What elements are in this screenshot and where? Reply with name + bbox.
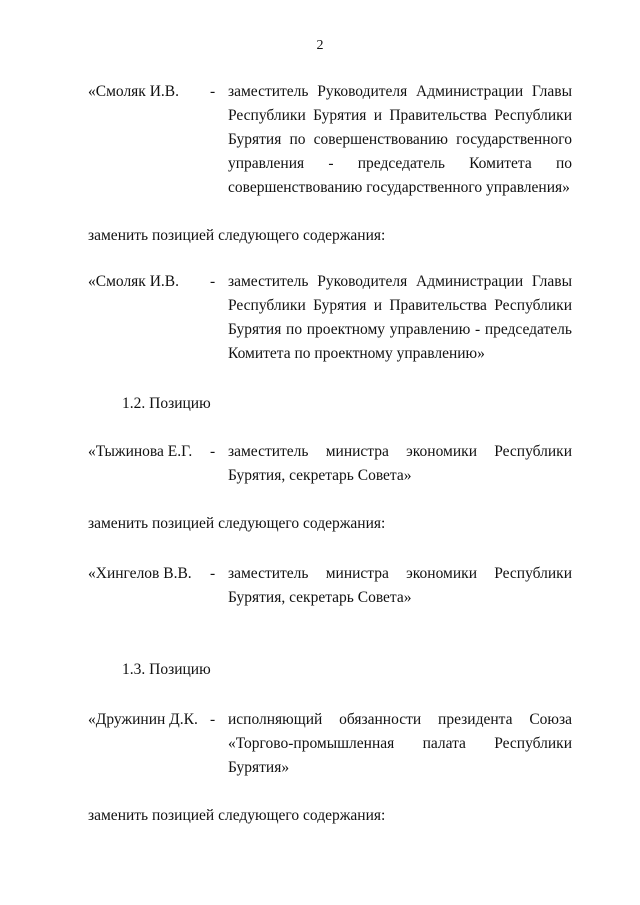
replace-instruction: заменить позицией следующего содержания: — [88, 227, 386, 244]
entry-name: «Дружинин Д.К. — [88, 711, 198, 728]
entry-name: «Тыжинова Е.Г. — [88, 443, 193, 460]
replace-instruction: заменить позицией следующего содержания: — [88, 807, 386, 824]
entry-description: заместитель министра экономики Республики Бурятия, секретарь Совета» — [228, 443, 572, 484]
section-heading-1-2: 1.2. Позицию — [122, 395, 211, 412]
entry-dash: - — [210, 565, 216, 582]
entry-dash: - — [210, 711, 216, 728]
page-number: 2 — [316, 38, 324, 53]
entry-dash: - — [210, 83, 216, 100]
position-entry-druzhinin — [88, 708, 572, 780]
entry-description: заместитель Руководителя Администрации Главы Республики Бурятия и Правительства Республики Бурятия по проектному управлению - председатель Комитета по проектному управлению» — [228, 273, 572, 362]
entry-name: «Смоляк И.В. — [88, 83, 179, 100]
entry-dash: - — [210, 273, 216, 290]
position-entry-khingelov — [88, 562, 572, 610]
section-heading-1-3: 1.3. Позицию — [122, 661, 211, 678]
entry-description: заместитель Руководителя Администрации Главы Республики Бурятия и Правительства Республики Бурятия по совершенствованию государственного управления - председатель Комитета по совершенствованию государственного управления» — [228, 83, 572, 196]
entry-name: «Смоляк И.В. — [88, 273, 179, 290]
position-entry-smolyak-old — [88, 80, 572, 200]
position-entry-tyzhinova — [88, 440, 572, 488]
replace-instruction: заменить позицией следующего содержания: — [88, 515, 386, 532]
entry-name: «Хингелов В.В. — [88, 565, 192, 582]
entry-description: исполняющий обязанности президента Союза «Торгово-промышленная палата Республики Бурятия» — [228, 711, 572, 776]
position-entry-smolyak-new — [88, 270, 572, 366]
entry-dash: - — [210, 443, 216, 460]
entry-description: заместитель министра экономики Республики Бурятия, секретарь Совета» — [228, 565, 572, 606]
